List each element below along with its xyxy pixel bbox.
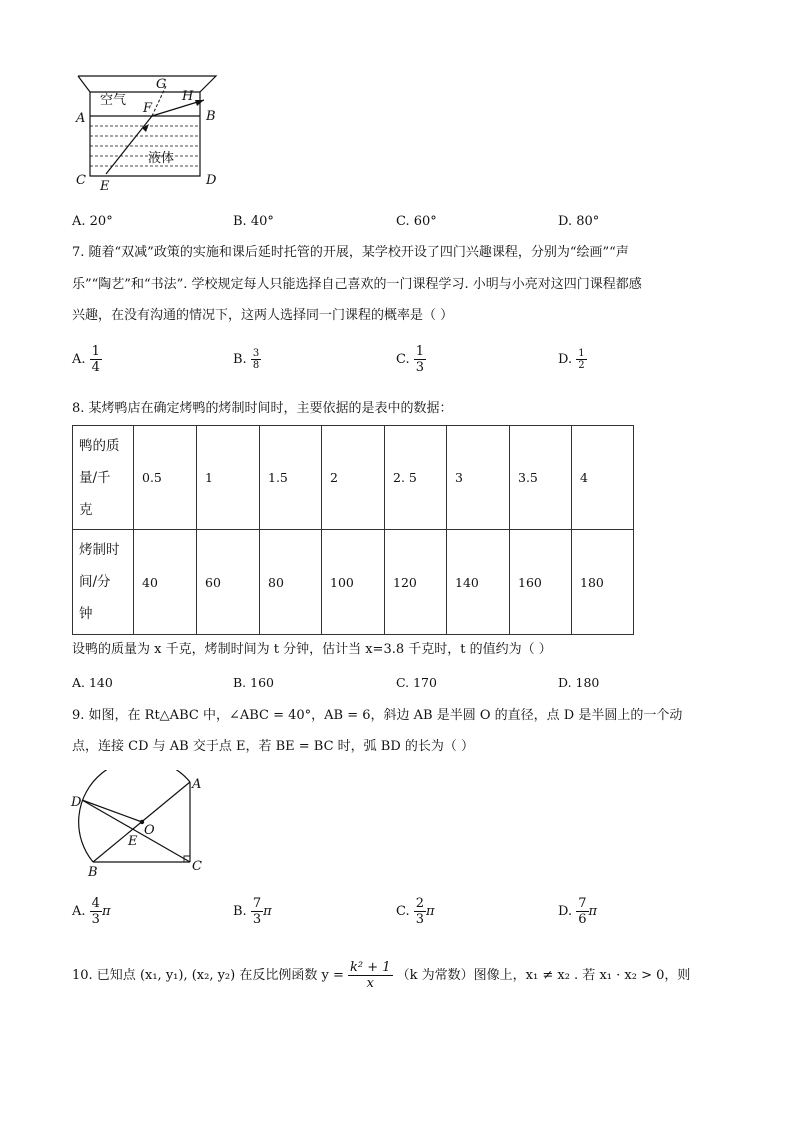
header-time-line2: 间/分 — [79, 574, 111, 590]
q9-option-d-num: 7 — [578, 896, 587, 911]
label-liquid: 液体 — [148, 151, 175, 166]
q9-option-c-fraction — [414, 896, 426, 927]
q9-option-b-pi: π — [263, 904, 272, 919]
q9-option-d-den: 6 — [578, 912, 587, 927]
label-h: H — [182, 89, 194, 104]
q7-option-d-den: 2 — [578, 360, 585, 371]
q8-question: 设鸭的质量为 x 千克，烤制时间为 t 分钟，估计当 x=3.8 千克时，t 的值约为（ ） — [72, 642, 552, 657]
header-time-line3: 钟 — [79, 606, 93, 622]
label-b: B — [206, 109, 216, 124]
q7-option-c-label: C. — [396, 352, 410, 367]
q9-option-d-fraction — [576, 896, 588, 927]
q7-option-a-num: 1 — [91, 344, 100, 359]
q7-option-b-label: B. — [233, 352, 247, 367]
cell-mass: 1 — [197, 426, 260, 530]
q7-option-a-den: 4 — [91, 360, 100, 375]
q10-frac-num: k² + 1 — [350, 960, 391, 975]
q7-option-b-fraction — [251, 348, 261, 371]
label-b: B — [88, 865, 98, 880]
label-a: A — [192, 777, 202, 792]
q10-frac-den: x — [366, 976, 374, 991]
q9-option-a-pi: π — [101, 904, 111, 919]
header-mass-line2: 量/千 — [79, 469, 111, 486]
q6-option-b[interactable]: B. 40° — [233, 214, 274, 229]
q9-option-b-fraction — [251, 896, 263, 927]
cell-time: 120 — [385, 530, 447, 635]
q9-stem-line1: 9. 如图，在 Rt△ABC 中，∠ABC = 40°，AB = 6，斜边 AB 是半圆 O 的直径，点 D 是半圆上的一个动 — [72, 708, 683, 723]
cell-mass: 0.5 — [134, 426, 197, 530]
cell-time: 140 — [447, 530, 510, 635]
q7-stem-line1: 7. 随着“双减”政策的实施和课后延时托管的开展，某学校开设了四门兴趣课程，分别为“绘画”“声 — [72, 245, 629, 260]
q9-stem-line2: 点，连接 CD 与 AB 交于点 E，若 BE = BC 时，弧 BD 的长为（ ） — [72, 739, 475, 754]
table-row-mass — [73, 426, 634, 530]
q7-option-c-fraction — [414, 344, 426, 375]
q9-option-c-pi: π — [426, 904, 435, 919]
cell-time: 180 — [572, 530, 634, 635]
header-mass-line3: 克 — [79, 501, 93, 518]
q7-option-d[interactable] — [558, 348, 587, 371]
q7-option-d-num: 1 — [578, 348, 585, 359]
row-header-time — [73, 530, 134, 635]
q10-suffix: （k 为常数）图像上，x₁ ≠ x₂ . 若 x₁ · x₂ > 0，则 — [396, 968, 691, 983]
cell-time: 100 — [322, 530, 385, 635]
refraction-figure — [70, 70, 230, 195]
header-mass-line1: 鸭的质 — [79, 437, 120, 454]
label-e: E — [128, 834, 138, 849]
cell-time: 60 — [197, 530, 260, 635]
cell-mass: 3.5 — [510, 426, 572, 530]
q7-option-d-fraction — [576, 348, 586, 371]
q9-option-c-label: C. — [396, 904, 410, 919]
label-c: C — [76, 173, 86, 188]
cell-time: 80 — [260, 530, 322, 635]
header-time-line1: 烤制时 — [79, 542, 120, 558]
cell-time: 160 — [510, 530, 572, 635]
q7-option-c[interactable] — [396, 344, 426, 375]
q6-option-a[interactable]: A. 20° — [72, 214, 113, 229]
label-c: C — [192, 859, 202, 874]
label-air: 空气 — [100, 93, 127, 108]
q9-option-d-pi: π — [588, 904, 598, 919]
table-row-time — [73, 530, 634, 635]
q9-option-c[interactable] — [396, 896, 435, 927]
q6-option-c[interactable]: C. 60° — [396, 214, 437, 229]
q9-option-a-num: 4 — [91, 896, 100, 911]
cell-mass: 4 — [572, 426, 634, 530]
q9-option-b-num: 7 — [252, 896, 262, 911]
row-header-mass — [73, 426, 134, 530]
q7-stem-line2: 乐”“陶艺”和“书法”. 学校规定每人只能选择自己喜欢的一门课程学习. 小明与小亮对这四门课程都感 — [72, 277, 642, 292]
label-d: D — [71, 795, 82, 810]
q8-stem: 8. 某烤鸭店在确定烤鸭的烤制时间时，主要依据的是表中的数据： — [72, 401, 453, 416]
q9-option-a-fraction — [90, 896, 102, 927]
q9-option-b-label: B. — [233, 904, 247, 919]
q10-prefix: 10. 已知点 (x₁, y₁), (x₂, y₂) 在反比例函数 y = — [72, 968, 344, 983]
q7-option-a-label: A. — [72, 352, 86, 367]
label-g: G — [156, 77, 167, 92]
q7-option-a-fraction — [90, 344, 102, 375]
q8-option-c[interactable]: C. 170 — [396, 675, 437, 690]
q9-option-b-den: 3 — [252, 912, 262, 927]
q7-option-b[interactable] — [233, 348, 261, 371]
q7-option-a[interactable] — [72, 344, 102, 375]
q9-option-a-label: A. — [72, 904, 86, 919]
q7-option-c-den: 3 — [415, 360, 425, 375]
cell-mass: 1.5 — [260, 426, 322, 530]
semicircle-figure — [68, 770, 218, 880]
cell-mass: 3 — [447, 426, 510, 530]
q9-option-c-num: 2 — [415, 896, 425, 911]
q9-option-b[interactable] — [233, 896, 272, 927]
cell-mass: 2 — [322, 426, 385, 530]
q7-stem-line3: 兴趣，在没有沟通的情况下，这两人选择同一门课程的概率是（ ） — [72, 308, 454, 323]
duck-roasting-table — [72, 425, 634, 635]
q7-option-b-num: 3 — [252, 348, 260, 359]
label-e: E — [100, 179, 110, 194]
q10-fraction — [348, 960, 393, 991]
q6-option-d[interactable]: D. 80° — [558, 214, 600, 229]
q8-option-b[interactable]: B. 160 — [233, 675, 274, 690]
q9-option-c-den: 3 — [415, 912, 425, 927]
q9-option-a[interactable] — [72, 896, 111, 927]
label-d: D — [206, 173, 217, 188]
q7-option-c-num: 1 — [415, 344, 425, 359]
q9-option-d-label: D. — [558, 904, 573, 919]
q7-option-d-label: D. — [558, 352, 573, 367]
label-f: F — [143, 101, 153, 116]
q7-option-b-den: 8 — [252, 360, 260, 371]
q9-option-d[interactable] — [558, 896, 597, 927]
q9-option-a-den: 3 — [91, 912, 100, 927]
label-o: O — [144, 823, 155, 838]
q10-stem — [72, 960, 690, 991]
q8-option-a[interactable]: A. 140 — [72, 675, 113, 690]
cell-time: 40 — [134, 530, 197, 635]
q8-option-d[interactable]: D. 180 — [558, 675, 600, 690]
cell-mass: 2. 5 — [385, 426, 447, 530]
label-a: A — [76, 111, 86, 126]
